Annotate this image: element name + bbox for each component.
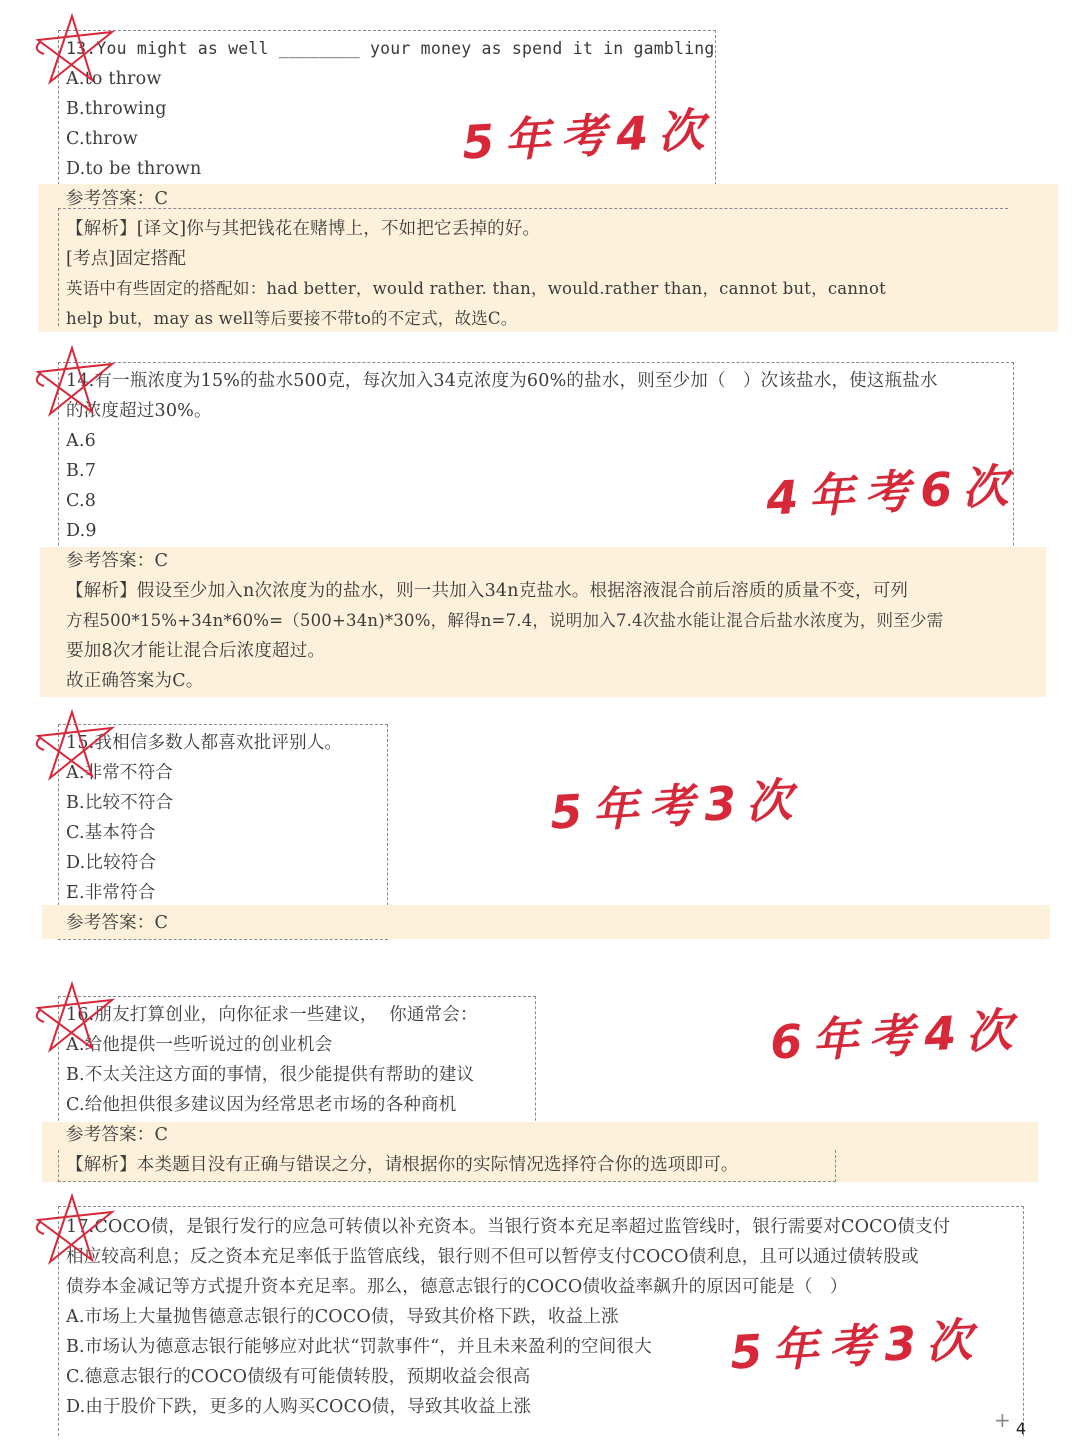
q16-option: B.不太关注这方面的事情，很少能提供有帮助的建议 xyxy=(66,1065,475,1085)
star-icon xyxy=(30,978,120,1058)
q13-option: A.to throw xyxy=(66,69,162,89)
q13-handwritten-note: 5年考4次 xyxy=(460,102,716,170)
q14-option: A.6 xyxy=(66,431,96,451)
q14-analysis-line: 要加8次才能让混合后浓度超过。 xyxy=(66,641,326,661)
q16-answer: 参考答案：C xyxy=(66,1125,169,1145)
q17-option: C.德意志银行的COCO债级有可能债转股，预期收益会很高 xyxy=(66,1367,531,1387)
q17-option: B.市场认为德意志银行能够应对此状“罚款事件“，并且未来盈利的空间很大 xyxy=(66,1337,652,1357)
q16-stem: 16.朋友打算创业，向你征求一些建议， 你通常会： xyxy=(66,1005,478,1025)
q15-option: B.比较不符合 xyxy=(66,793,174,813)
q17-stem-line: 17.COCO债，是银行发行的应急可转债以补充资本。当银行资本充足率超过监管线时，银行需要对COCO债支付 xyxy=(66,1217,951,1237)
q13-option: D.to be thrown xyxy=(66,159,202,179)
q14-analysis-line: 故正确答案为C。 xyxy=(66,671,204,691)
q13-option: C.throw xyxy=(66,129,138,149)
q13-stem: 13.You might as well ________ your money as spend it in gambling xyxy=(66,39,715,58)
q16-analysis-line: 【解析】本类题目没有正确与错误之分，请根据你的实际情况选择符合你的选项即可。 xyxy=(66,1155,739,1175)
q14-answer: 参考答案：C xyxy=(66,551,169,571)
q15-handwritten-note: 5年考3次 xyxy=(548,772,804,840)
crop-mark-icon: + xyxy=(994,1408,1011,1432)
q17-stem-line: 相应较高利息；反之资本充足率低于监管底线，银行则不但可以暂停支付COCO债利息，且可以通过债转股或 xyxy=(66,1247,919,1267)
q13-analysis-line: 英语中有些固定的搭配如：had better，would rather. than，would.rather than，cannot but，cannot xyxy=(66,279,886,298)
q14-analysis-line: 【解析】假设至少加入n次浓度为的盐水，则一共加入34n克盐水。根据溶液混合前后溶质的质量不变，可列 xyxy=(66,581,909,601)
q13-option: B.throwing xyxy=(66,99,167,119)
q14-handwritten-note: 4年考6次 xyxy=(764,458,1020,526)
q14-option: B.7 xyxy=(66,461,97,481)
q17-stem-line: 债券本金减记等方式提升资本充足率。那么，德意志银行的COCO债收益率飙升的原因可能是（ ） xyxy=(66,1277,848,1297)
q14-analysis-line: 方程500*15%+34n*60%=（500+34n)*30%，解得n=7.4，说明加入7.4次盐水能让混合后盐水浓度为，则至少需 xyxy=(66,611,944,630)
star-icon xyxy=(30,342,120,422)
q17-handwritten-note: 5年考3次 xyxy=(728,1312,984,1380)
q13-answer: 参考答案：C xyxy=(66,189,169,209)
q15-stem: 15.我相信多数人都喜欢批评别人。 xyxy=(66,733,343,753)
q15-option: E.非常符合 xyxy=(66,883,156,903)
q17-option: D.由于股价下跌，更多的人购买COCO债，导致其收益上涨 xyxy=(66,1397,532,1417)
q13-analysis-line: help but，may as well等后要接不带to的不定式，故选C。 xyxy=(66,309,518,328)
q15-option: C.基本符合 xyxy=(66,823,156,843)
star-icon xyxy=(30,10,120,90)
q15-answer-highlight xyxy=(42,905,1050,939)
page-number: 4 xyxy=(1015,1419,1026,1438)
star-icon xyxy=(30,1190,120,1270)
q14-stem-line: 的浓度超过30%。 xyxy=(66,401,212,421)
q15-answer: 参考答案：C xyxy=(66,913,169,933)
q14-stem-line: 14.有一瓶浓度为15%的盐水500克，每次加入34克浓度为60%的盐水，则至少加（ ）次该盐水，使这瓶盐水 xyxy=(66,371,938,391)
q17-option: A.市场上大量抛售德意志银行的COCO债，导致其价格下跌，收益上涨 xyxy=(66,1307,619,1327)
q14-option: D.9 xyxy=(66,521,97,541)
star-icon xyxy=(30,706,120,786)
q16-handwritten-note: 6年考4次 xyxy=(768,1002,1024,1070)
q13-analysis-line: 【解析】[译文]你与其把钱花在赌博上，不如把它丢掉的好。 xyxy=(66,219,541,239)
q16-option: A.给他提供一些听说过的创业机会 xyxy=(66,1035,333,1055)
q15-option: D.比较符合 xyxy=(66,853,157,873)
q14-option: C.8 xyxy=(66,491,97,511)
q16-option: C.给他担供很多建议因为经常思老市场的各种商机 xyxy=(66,1095,457,1115)
q13-analysis-line: [考点]固定搭配 xyxy=(66,249,187,269)
q15-option: A.非常不符合 xyxy=(66,763,174,783)
